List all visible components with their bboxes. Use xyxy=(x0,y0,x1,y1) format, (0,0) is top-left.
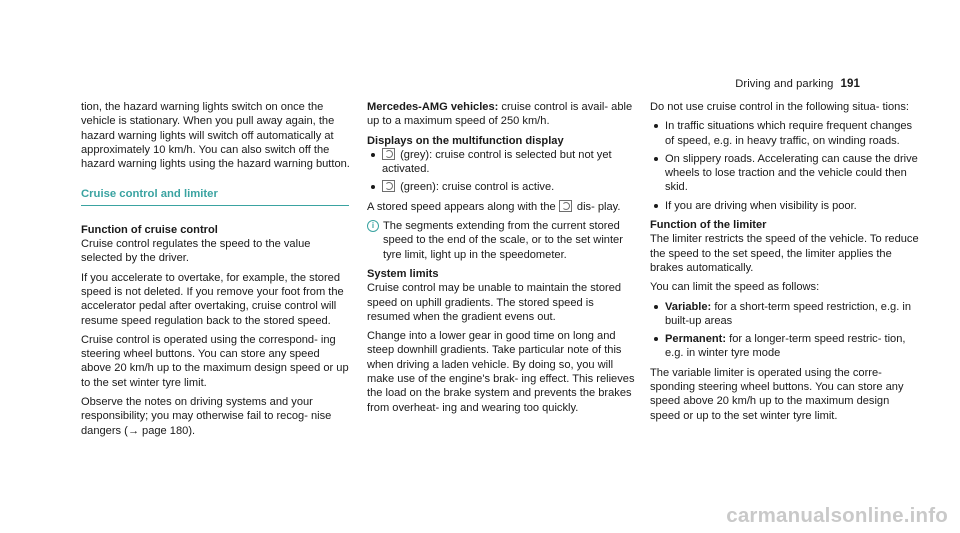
paragraph: If you accelerate to overtake, for example, the stored speed is not deleted. If you remove your foot from the accelerator pedal after overtaking, cruise control will resume speed regulation back to the stored speed. xyxy=(81,271,344,327)
paragraph: The variable limiter is operated using the corre‐ sponding steering wheel buttons. You can store any speed above 20 km/h up to the maximum design speed or up to the set winter tyre limit. xyxy=(650,366,904,422)
function-heading: Function of cruise control xyxy=(81,223,218,236)
info-icon: i xyxy=(367,220,379,232)
section-title: Driving and parking xyxy=(735,78,834,90)
list-item: Variable: for a short-term speed restriction, e.g. in built-up areas xyxy=(650,300,920,329)
amg-text: cruise control is avail‐ able up to a maximum speed of 250 km/h. xyxy=(367,101,633,128)
column-1 xyxy=(81,100,351,443)
paragraph: Change into a lower gear in good time on long and steep downhill gradients. Take particular note of this when driving a laden vehicle. By doing so, you will make use of the engine's brak‐ ing effect. This relieves the load on the brake system and prevents the brakes from overheat‐ ing and wearing too quickly. xyxy=(367,330,635,414)
limiter-heading: Function of the limiter xyxy=(650,219,767,232)
section-heading xyxy=(81,187,349,205)
amg-label: Mercedes-AMG vehicles: xyxy=(367,101,499,113)
page-number: 191 xyxy=(840,78,860,90)
situation-list xyxy=(650,119,920,213)
list-item: (grey): cruise control is selected but not yet activated. xyxy=(367,148,637,177)
cruise-control-icon xyxy=(382,180,395,192)
list-item: Permanent: for a longer-term speed restric‐ tion, e.g. in winter tyre mode xyxy=(650,332,920,361)
paragraph: Cruise control may be unable to maintain the stored speed on uphill gradients. The stored speed is resumed when the gradient evens out. xyxy=(367,282,622,323)
paragraph: You can limit the speed as follows: xyxy=(650,281,820,294)
display-list xyxy=(367,148,637,195)
paragraph: Cruise control regulates the speed to the value selected by the driver. xyxy=(81,238,311,265)
intro-paragraph: tion, the hazard warning lights switch on once the vehicle is stationary. When you pull away again, the hazard warning lights will switch off automatically at approximately 10 km/h. You can also switch off the hazard warning lights using the hazard warning button. xyxy=(81,101,350,171)
amg-paragraph xyxy=(367,100,637,129)
note: i The segments extending from the current stored speed to the end of the scale, or to the set winter tyre limit, light up in the speedometer. xyxy=(367,219,637,262)
list-item: (green): cruise control is active. xyxy=(367,180,637,194)
page-header xyxy=(735,78,860,90)
paragraph: Observe the notes on driving systems and your responsibility; you may otherwise fail to recog‐ nise dangers (→ page 180). xyxy=(81,396,332,437)
cruise-control-icon xyxy=(559,200,572,212)
paragraph: Do not use cruise control in the following situa‐ tions: xyxy=(650,101,909,113)
paragraph: The limiter restricts the speed of the vehicle. To reduce the speed to the set speed, the limiter applies the brakes automatically. xyxy=(650,233,919,274)
paragraph: Cruise control is operated using the correspond‐ ing steering wheel buttons. You can store any speed above 20 km/h up to the maximum design speed or up to the set winter tyre limit. xyxy=(81,333,349,389)
list-item: In traffic situations which require frequent changes of speed, e.g. in heavy traffic, on winding roads. xyxy=(650,119,920,148)
column-2 xyxy=(367,100,637,420)
limit-list xyxy=(650,300,920,361)
limits-heading: System limits xyxy=(367,267,439,280)
list-item: If you are driving when visibility is poor. xyxy=(650,199,920,213)
watermark: carmanualsonline.info xyxy=(726,504,948,527)
stored-speed-paragraph: A stored speed appears along with the dis‐ play. xyxy=(367,200,621,213)
cruise-control-icon xyxy=(382,148,395,160)
section-heading-text: Cruise control and limiter xyxy=(81,188,218,201)
list-item: On slippery roads. Accelerating can cause the drive wheels to lose traction and the vehicle could then skid. xyxy=(650,152,920,195)
column-3 xyxy=(650,100,920,428)
displays-heading: Displays on the multifunction display xyxy=(367,134,564,147)
